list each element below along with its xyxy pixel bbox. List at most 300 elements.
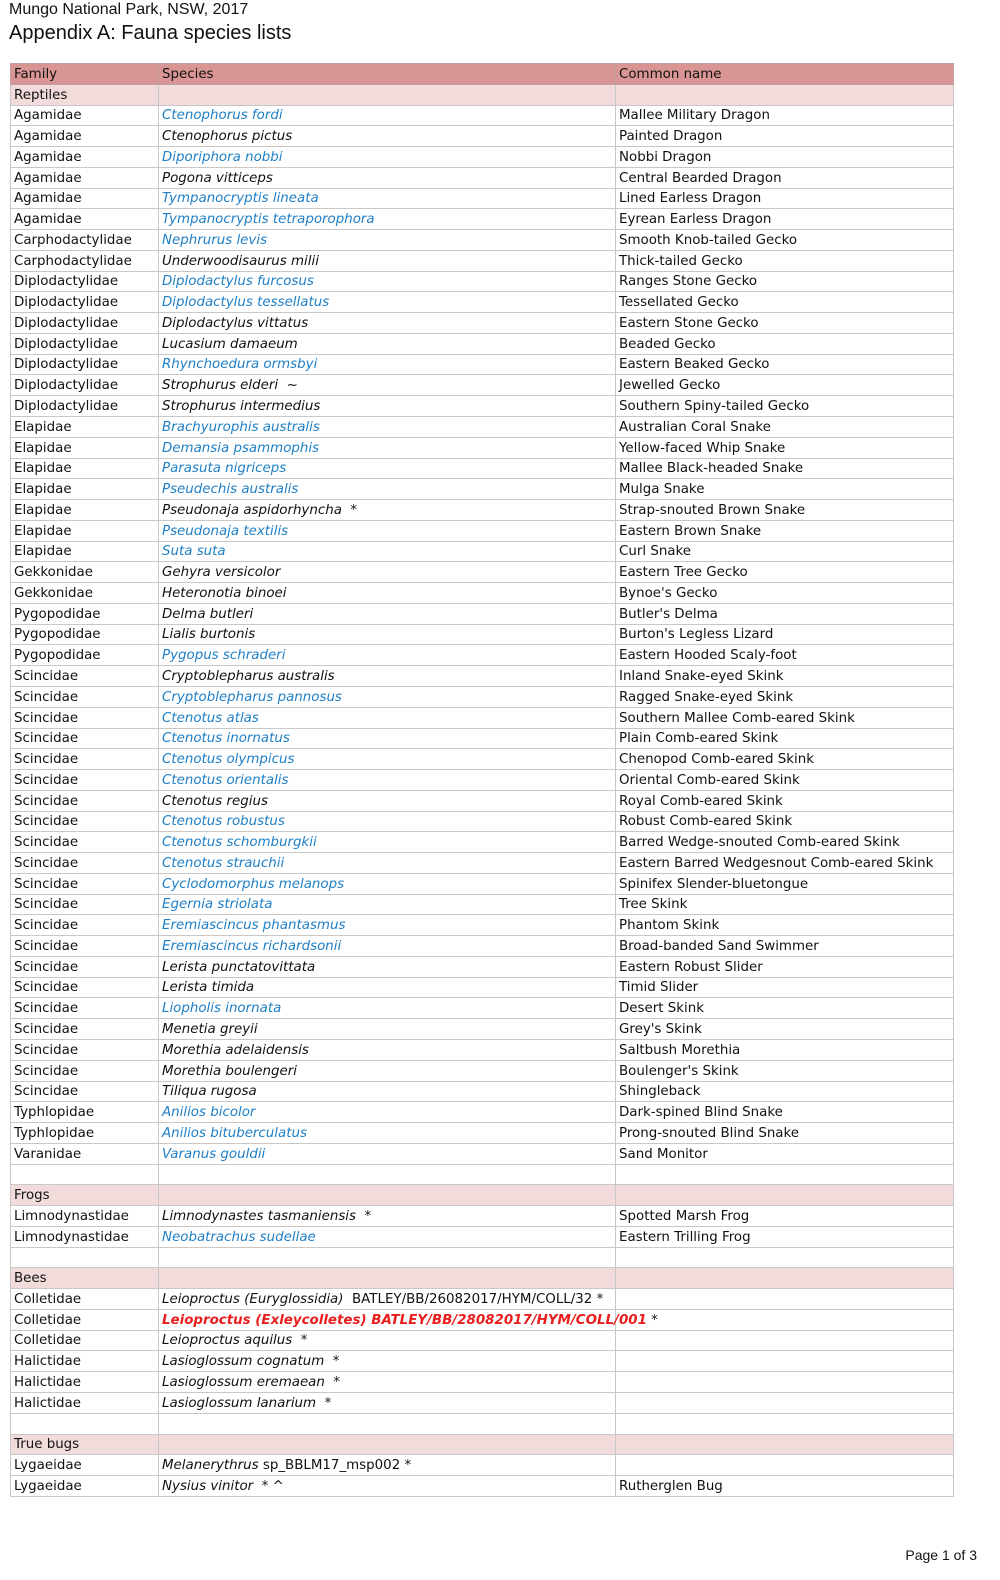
common-name-cell: Desert Skink [616,998,954,1019]
family-cell: Scincidae [11,1039,159,1060]
common-name-cell: Prong-snouted Blind Snake [616,1123,954,1144]
table-row [11,832,954,853]
table-row [11,811,954,832]
section-label: True bugs [11,1434,159,1455]
fauna-species-table [10,63,954,1497]
species-cell [159,250,616,271]
species-name: Nysius vinitor [162,1478,254,1494]
table-row [11,209,954,230]
species-name: Lasioglossum eremaean [162,1375,325,1390]
section-row [11,84,954,105]
table-row [11,562,954,583]
species-cell [159,126,616,147]
common-name-cell: Beaded Gecko [616,333,954,354]
common-name-cell: Ranges Stone Gecko [616,271,954,292]
species-cell [159,624,616,645]
family-cell: Scincidae [11,707,159,728]
species-link[interactable]: Pygopus schraderi [162,648,286,664]
species-name: Lasioglossum lanarium [162,1395,317,1411]
table-row [11,728,954,749]
species-cell [159,1476,616,1497]
species-link[interactable]: Diplodactylus tessellatus [162,295,330,311]
species-name: Lerista punctatovittata [162,959,316,975]
species-name: Leioproctus (Euryglossidia) [162,1291,344,1307]
common-name-cell: Mallee Black-headed Snake [616,458,954,479]
species-note: ~ [278,378,298,394]
common-name-cell: Burton's Legless Lizard [616,624,954,645]
family-cell: Diplodactylidae [11,375,159,396]
family-cell: Halictidae [11,1372,159,1393]
species-link[interactable]: Ctenotus inornatus [162,731,290,747]
species-link[interactable]: Tympanocryptis tetraporophora [162,212,375,228]
species-cell [159,1393,616,1414]
table-row [11,603,954,624]
species-name: Lasioglossum cognatum [162,1354,325,1370]
common-name-cell [616,1309,954,1330]
family-cell: Gekkonidae [11,583,159,604]
empty-cell [11,1164,159,1185]
table-row [11,583,954,604]
family-cell: Lygaeidae [11,1476,159,1497]
common-name-cell: Eastern Hooded Scaly-foot [616,645,954,666]
table-row [11,1476,954,1497]
family-cell: Typhlopidae [11,1102,159,1123]
species-cell [159,1289,616,1310]
table-row [11,624,954,645]
table-row [11,1019,954,1040]
table-row [11,894,954,915]
species-link[interactable]: Nephrurus levis [162,232,268,248]
column-header-family: Family [11,64,159,85]
species-name: Lialis burtonis [162,627,256,643]
species-link[interactable]: Tympanocryptis lineata [162,191,319,207]
family-cell: Scincidae [11,956,159,977]
species-note: * [292,1333,308,1349]
table-row [11,250,954,271]
section-row [11,1434,954,1455]
species-cell [159,977,616,998]
family-cell: Agamidae [11,126,159,147]
empty-cell [159,1247,616,1268]
species-name: Delma butleri [162,606,254,622]
table-row [11,333,954,354]
column-header-common-name: Common name [616,64,954,85]
species-link[interactable]: Pseudonaja textilis [162,523,289,539]
family-cell: Elapidae [11,458,159,479]
empty-cell [616,1247,954,1268]
table-row [11,520,954,541]
table-row [11,417,954,438]
section-row [11,1268,954,1289]
species-link[interactable]: Diplodactylus furcosus [162,274,314,290]
common-name-cell: Shingleback [616,1081,954,1102]
species-cell [159,271,616,292]
family-cell: Elapidae [11,437,159,458]
table-row [11,292,954,313]
family-cell: Scincidae [11,1019,159,1040]
common-name-cell: Eastern Tree Gecko [616,562,954,583]
common-name-cell: Ragged Snake-eyed Skink [616,686,954,707]
species-cell [159,915,616,936]
family-cell: Pygopodidae [11,603,159,624]
common-name-cell: Yellow-faced Whip Snake [616,437,954,458]
species-cell [159,1039,616,1060]
family-cell: Diplodactylidae [11,333,159,354]
common-name-cell: Robust Comb-eared Skink [616,811,954,832]
table-row [11,479,954,500]
table-row [11,1060,954,1081]
table-row [11,998,954,1019]
species-cell [159,1455,616,1476]
species-link[interactable]: Ctenotus strauchii [162,855,285,871]
common-name-cell: Nobbi Dragon [616,147,954,168]
species-cell [159,1102,616,1123]
species-cell [159,333,616,354]
species-link[interactable]: Eremiascincus richardsonii [162,938,342,954]
species-link[interactable]: Diporiphora nobbi [162,149,283,165]
table-row [11,126,954,147]
species-name: Underwoodisaurus milii [162,253,319,269]
family-cell: Limnodynastidae [11,1226,159,1247]
species-cell [159,666,616,687]
species-cell [159,188,616,209]
species-cell [159,396,616,417]
family-cell: Carphodactylidae [11,230,159,251]
table-row [11,458,954,479]
species-cell [159,375,616,396]
species-link[interactable]: Cyclodomorphus melanops [162,876,345,892]
empty-cell [159,1268,616,1289]
species-cell [159,437,616,458]
species-cell [159,520,616,541]
species-cell [159,500,616,521]
common-name-cell: Sand Monitor [616,1143,954,1164]
species-cell [159,936,616,957]
species-name: Morethia boulengeri [162,1063,297,1079]
table-row [11,271,954,292]
empty-cell [616,1413,954,1434]
species-cell [159,1206,616,1227]
family-cell: Scincidae [11,853,159,874]
family-cell: Scincidae [11,936,159,957]
common-name-cell: Phantom Skink [616,915,954,936]
species-cell [159,894,616,915]
species-note: * [316,1395,332,1411]
species-cell [159,790,616,811]
species-link[interactable]: Pseudechis australis [162,482,299,498]
family-cell: Typhlopidae [11,1123,159,1144]
family-cell: Scincidae [11,686,159,707]
species-name: Strophurus intermedius [162,399,321,415]
species-cell [159,853,616,874]
species-link[interactable]: Rhynchoedura ormsbyi [162,357,318,373]
family-cell: Scincidae [11,749,159,770]
common-name-cell: Spinifex Slender-bluetongue [616,873,954,894]
species-link[interactable]: Egernia striolata [162,897,273,913]
common-name-cell: Strap-snouted Brown Snake [616,500,954,521]
common-name-cell: Tree Skink [616,894,954,915]
family-cell: Agamidae [11,188,159,209]
species-cell [159,583,616,604]
family-cell: Scincidae [11,1060,159,1081]
family-cell: Scincidae [11,873,159,894]
species-cell [159,479,616,500]
species-link[interactable]: Parasuta nigriceps [162,461,287,477]
common-name-cell: Timid Slider [616,977,954,998]
common-name-cell: Tessellated Gecko [616,292,954,313]
species-link[interactable]: Ctenophorus fordi [162,108,283,124]
species-cell [159,873,616,894]
family-cell: Agamidae [11,105,159,126]
family-cell: Diplodactylidae [11,396,159,417]
common-name-cell: Bynoe's Gecko [616,583,954,604]
table-row [11,354,954,375]
table-row [11,1372,954,1393]
empty-cell [616,1434,954,1455]
table-row [11,500,954,521]
species-cell [159,749,616,770]
species-cell [159,458,616,479]
common-name-cell: Thick-tailed Gecko [616,250,954,271]
section-label: Frogs [11,1185,159,1206]
table-row [11,1289,954,1310]
species-name: Leioproctus (Exleycolletes) BATLEY/BB/28082017/HYM/COLL/001 [162,1312,647,1328]
species-cell [159,1309,658,1330]
common-name-cell: Oriental Comb-eared Skink [616,770,954,791]
species-link[interactable]: Liopholis inornata [162,1001,282,1017]
family-cell: Scincidae [11,666,159,687]
family-cell: Varanidae [11,1143,159,1164]
table-row [11,645,954,666]
species-name: Menetia greyii [162,1021,258,1037]
table-row [11,105,954,126]
table-row [11,1123,954,1144]
family-cell: Lygaeidae [11,1455,159,1476]
empty-cell [11,1413,159,1434]
species-cell [159,1123,616,1144]
species-link[interactable]: Ctenotus atlas [162,710,259,726]
family-cell: Diplodactylidae [11,313,159,334]
table-row [11,956,954,977]
species-cell [159,645,616,666]
species-cell [159,167,616,188]
species-cell [159,1019,616,1040]
species-name: Gehyra versicolor [162,565,281,581]
family-cell: Scincidae [11,894,159,915]
table-row [11,873,954,894]
empty-cell [159,84,616,105]
common-name-cell: Butler's Delma [616,603,954,624]
common-name-cell: Lined Earless Dragon [616,188,954,209]
species-name: Leioproctus aquilus [162,1333,293,1349]
family-cell: Scincidae [11,790,159,811]
common-name-cell: Plain Comb-eared Skink [616,728,954,749]
species-cell [159,105,616,126]
species-name: Melanerythrus [162,1458,259,1474]
species-cell [159,832,616,853]
common-name-cell: Saltbush Morethia [616,1039,954,1060]
common-name-cell: Dark-spined Blind Snake [616,1102,954,1123]
family-cell: Elapidae [11,541,159,562]
species-cell [159,147,616,168]
table-row [11,1081,954,1102]
table-row [11,1039,954,1060]
species-cell [159,292,616,313]
species-note: * [324,1354,340,1370]
common-name-cell: Boulenger's Skink [616,1060,954,1081]
species-name: Strophurus elderi [162,378,279,394]
family-cell: Limnodynastidae [11,1206,159,1227]
common-name-cell: Eastern Trilling Frog [616,1226,954,1247]
table-row [11,1226,954,1247]
common-name-cell: Jewelled Gecko [616,375,954,396]
table-row [11,167,954,188]
family-cell: Gekkonidae [11,562,159,583]
common-name-cell: Painted Dragon [616,126,954,147]
table-row [11,853,954,874]
table-row [11,1351,954,1372]
common-name-cell: Southern Mallee Comb-eared Skink [616,707,954,728]
table-body [11,84,954,1496]
species-link[interactable]: Ctenotus olympicus [162,752,295,768]
species-cell [159,686,616,707]
table-row [11,313,954,334]
common-name-cell: Mallee Military Dragon [616,105,954,126]
family-cell: Scincidae [11,998,159,1019]
empty-cell [11,1247,159,1268]
table-row [11,686,954,707]
table-row [11,541,954,562]
spacer-row [11,1164,954,1185]
common-name-cell: Chenopod Comb-eared Skink [616,749,954,770]
empty-cell [159,1185,616,1206]
species-name: Heteronotia binoei [162,585,287,601]
species-cell [159,1143,616,1164]
species-name: Pogona vitticeps [162,170,273,186]
species-cell [159,562,616,583]
species-cell [159,1372,616,1393]
family-cell: Scincidae [11,977,159,998]
family-cell: Elapidae [11,479,159,500]
species-name: Lucasium damaeum [162,336,298,352]
page-number: Page 1 of 3 [905,1547,977,1563]
family-cell: Colletidae [11,1330,159,1351]
family-cell: Agamidae [11,147,159,168]
species-link[interactable]: Anilios bicolor [162,1105,256,1121]
family-cell: Agamidae [11,167,159,188]
empty-cell [616,1185,954,1206]
species-link[interactable]: Cryptoblepharus pannosus [162,689,342,705]
empty-cell [616,1268,954,1289]
species-link[interactable]: Varanus gouldii [162,1146,266,1162]
species-note: sp_BBLM17_msp002 * [258,1458,412,1474]
species-link[interactable]: Ctenotus orientalis [162,772,289,788]
empty-cell [159,1164,616,1185]
family-cell: Elapidae [11,520,159,541]
family-cell: Scincidae [11,811,159,832]
species-link[interactable]: Neobatrachus sudellae [162,1229,316,1245]
common-name-cell [616,1393,954,1414]
family-cell: Scincidae [11,728,159,749]
section-row [11,1185,954,1206]
species-link[interactable]: Demansia psammophis [162,440,320,456]
table-row [11,790,954,811]
common-name-cell: Rutherglen Bug [616,1476,954,1497]
species-name: Ctenophorus pictus [162,129,293,145]
species-cell [159,956,616,977]
species-name: Tiliqua rugosa [162,1084,257,1100]
family-cell: Pygopodidae [11,645,159,666]
species-link[interactable]: Suta suta [162,544,226,560]
species-link[interactable]: Ctenotus robustus [162,814,285,830]
family-cell: Diplodactylidae [11,292,159,313]
species-link[interactable]: Eremiascincus phantasmus [162,918,346,934]
table-row [11,1393,954,1414]
table-row [11,1102,954,1123]
common-name-cell [616,1455,954,1476]
family-cell: Agamidae [11,209,159,230]
species-name: Pseudonaja aspidorhyncha [162,502,342,518]
common-name-cell: Eastern Beaked Gecko [616,354,954,375]
common-name-cell: Spotted Marsh Frog [616,1206,954,1227]
family-cell: Scincidae [11,832,159,853]
species-link[interactable]: Brachyurophis australis [162,419,320,435]
family-cell: Elapidae [11,500,159,521]
family-cell: Carphodactylidae [11,250,159,271]
species-cell [159,541,616,562]
empty-cell [616,1164,954,1185]
species-cell [159,998,616,1019]
common-name-cell: Smooth Knob-tailed Gecko [616,230,954,251]
family-cell: Diplodactylidae [11,354,159,375]
table-row [11,707,954,728]
species-link[interactable]: Anilios bituberculatus [162,1125,307,1141]
species-note: * [646,1312,658,1328]
common-name-cell: Eastern Barred Wedgesnout Comb-eared Skink [616,853,954,874]
common-name-cell: Southern Spiny-tailed Gecko [616,396,954,417]
table-row [11,1330,954,1351]
common-name-cell [616,1330,954,1351]
common-name-cell: Mulga Snake [616,479,954,500]
family-cell: Scincidae [11,1081,159,1102]
species-cell [159,354,616,375]
page-title: Appendix A: Fauna species lists [9,22,292,44]
species-cell [159,728,616,749]
table-row [11,915,954,936]
table-row [11,770,954,791]
species-cell [159,707,616,728]
species-cell [159,811,616,832]
species-cell [159,417,616,438]
species-cell [159,313,616,334]
family-cell: Diplodactylidae [11,271,159,292]
species-cell [159,1351,616,1372]
species-name: Diplodactylus vittatus [162,315,309,331]
common-name-cell: Curl Snake [616,541,954,562]
species-link[interactable]: Ctenotus schomburgkii [162,835,317,851]
species-cell [159,230,616,251]
table-row [11,1143,954,1164]
common-name-cell: Australian Coral Snake [616,417,954,438]
common-name-cell: Barred Wedge-snouted Comb-eared Skink [616,832,954,853]
species-note: * [356,1208,372,1224]
table-row [11,375,954,396]
family-cell: Elapidae [11,417,159,438]
common-name-cell [616,1372,954,1393]
species-note: * ^ [253,1478,284,1494]
family-cell: Halictidae [11,1351,159,1372]
common-name-cell: Royal Comb-eared Skink [616,790,954,811]
